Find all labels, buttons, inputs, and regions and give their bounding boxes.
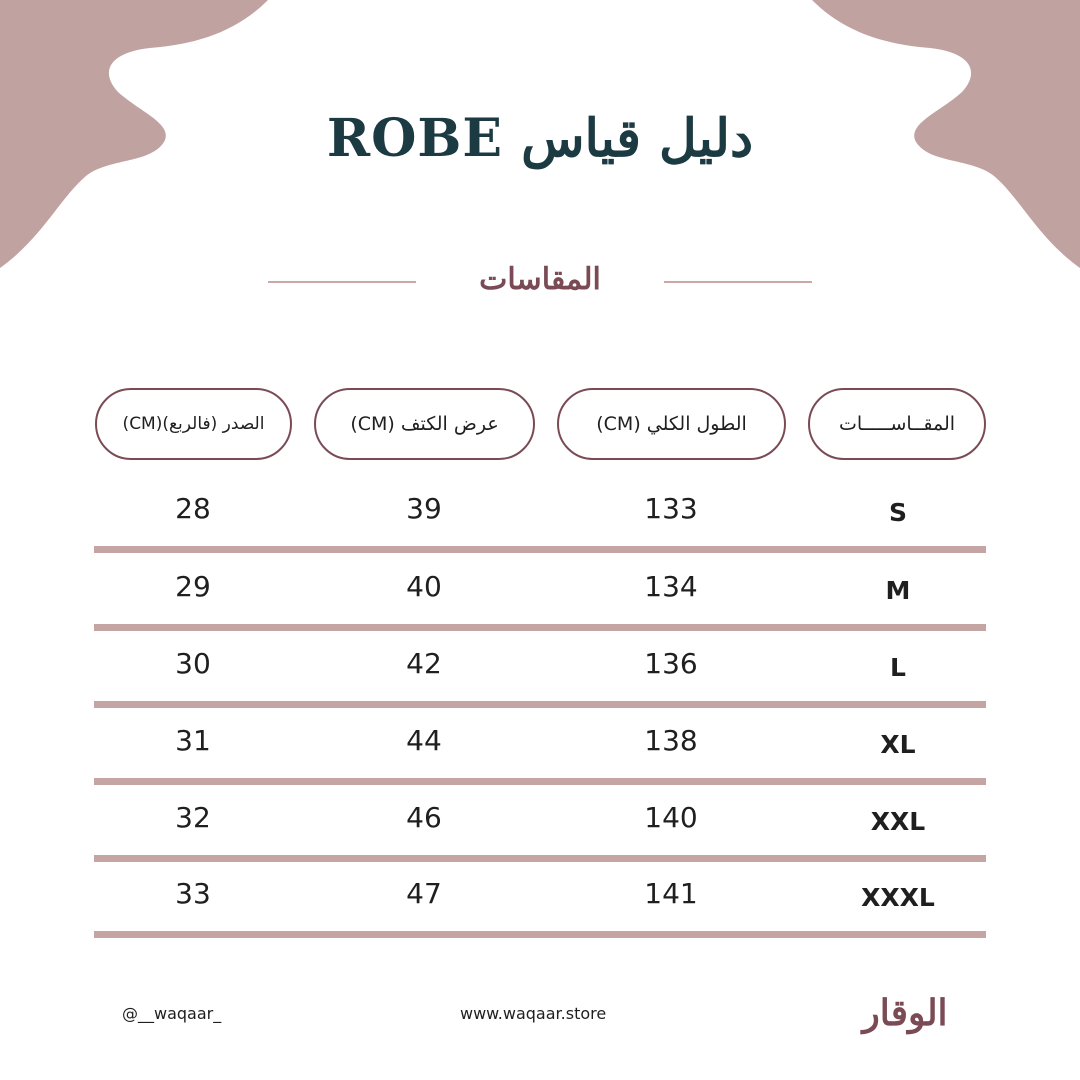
cell-shoulder: 44	[406, 724, 442, 757]
cell-size: L	[890, 653, 906, 682]
cell-chest: 28	[175, 492, 211, 525]
cell-length: 133	[644, 492, 698, 525]
table-row	[94, 787, 986, 862]
cell-length: 136	[644, 647, 698, 680]
section-divider-right	[664, 281, 812, 283]
social-handle: @__waqaar_	[122, 1004, 222, 1023]
cell-chest: 31	[175, 724, 211, 757]
column-header-chest: الصدر (فالربع)(CM)	[95, 388, 292, 460]
row-divider	[94, 855, 986, 862]
column-header-size: المقــاســـــات	[808, 388, 986, 460]
cell-shoulder: 46	[406, 801, 442, 834]
cell-size: S	[888, 498, 907, 527]
cell-shoulder: 42	[406, 647, 442, 680]
cell-chest: 30	[175, 647, 211, 680]
cell-size: XXXL	[861, 883, 935, 912]
table-row	[94, 633, 986, 708]
section-heading: المقاسات	[479, 262, 601, 297]
table-row	[94, 556, 986, 631]
section-divider-left	[268, 281, 416, 283]
brand-logo: الوقار	[862, 992, 948, 1034]
cell-chest: 32	[175, 801, 211, 834]
column-header-shoulder-width: عرض الكتف (CM)	[314, 388, 535, 460]
cell-size: M	[885, 576, 911, 605]
cell-shoulder: 47	[406, 877, 442, 910]
table-row	[94, 863, 986, 938]
row-divider	[94, 546, 986, 553]
cell-shoulder: 40	[406, 570, 442, 603]
table-row	[94, 710, 986, 785]
row-divider	[94, 778, 986, 785]
cell-size: XL	[880, 730, 916, 759]
cell-shoulder: 39	[406, 492, 442, 525]
cell-chest: 33	[175, 877, 211, 910]
table-row	[94, 478, 986, 553]
cell-chest: 29	[175, 570, 211, 603]
cell-length: 140	[644, 801, 698, 834]
row-divider	[94, 624, 986, 631]
cell-length: 141	[644, 877, 698, 910]
column-header-total-length: الطول الكلي (CM)	[557, 388, 786, 460]
website-link[interactable]: www.waqaar.store	[460, 1004, 607, 1023]
cell-size: XXL	[870, 807, 926, 836]
row-divider	[94, 701, 986, 708]
row-divider	[94, 931, 986, 938]
cell-length: 138	[644, 724, 698, 757]
page-title: دليل قياس ROBE	[326, 108, 754, 169]
cell-length: 134	[644, 570, 698, 603]
